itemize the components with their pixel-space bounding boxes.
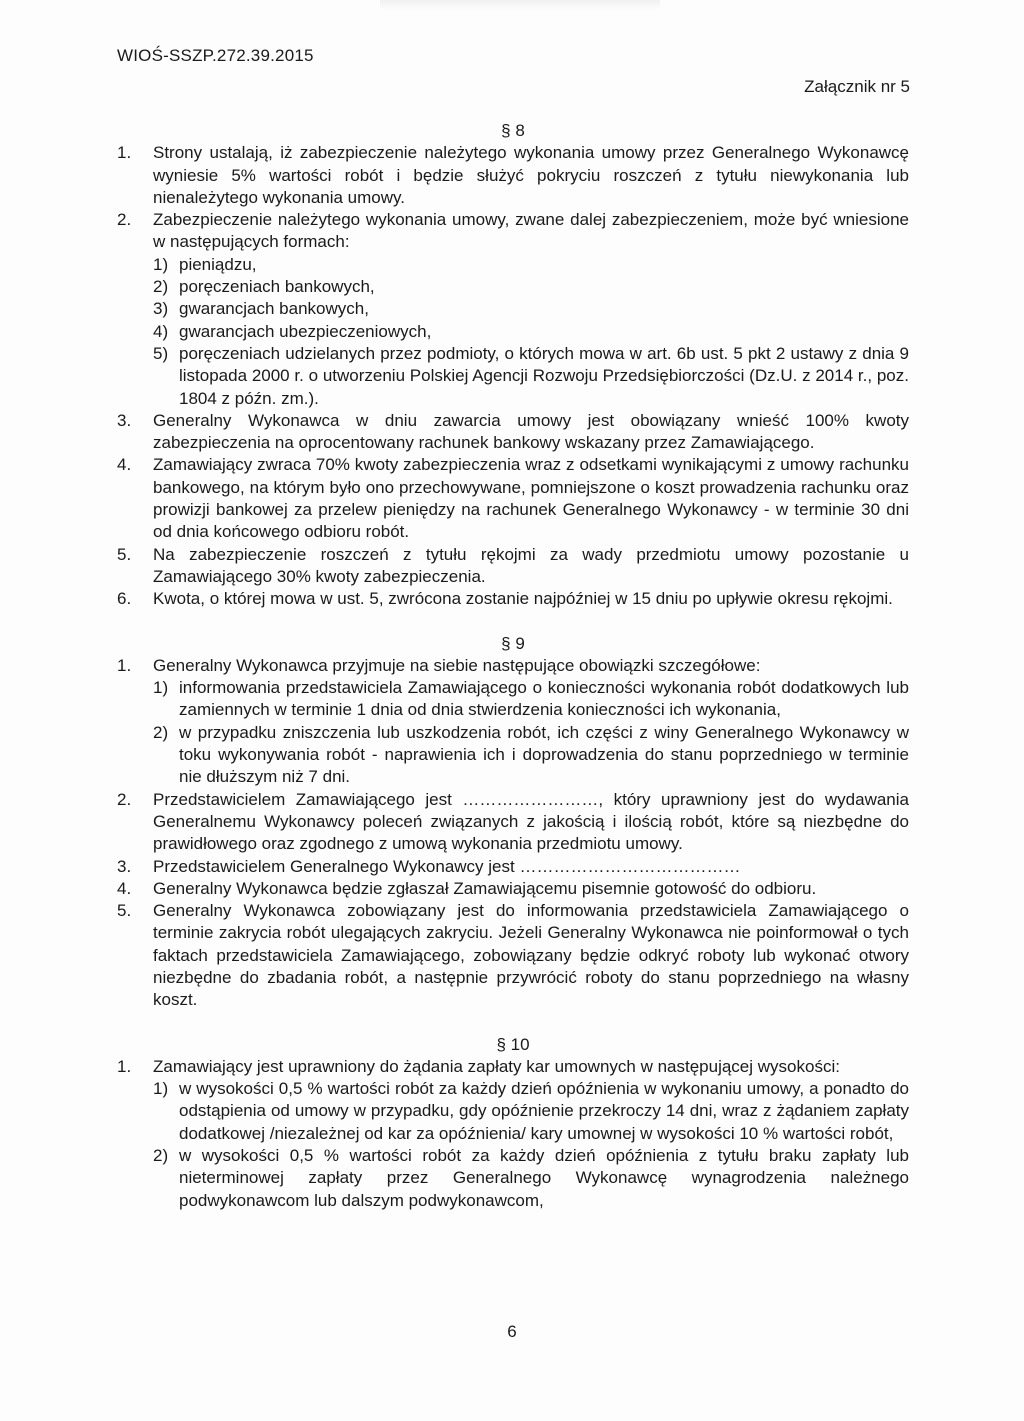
sub-item-text: informowania przedstawiciela Zamawiającego o konieczności wykonania robót dodatkowych lub zamiennych w terminie 1 dnia od dnia stwierdzenia konieczności ich wykonania, — [179, 678, 909, 720]
sub-item-text: gwarancjach bankowych, — [179, 299, 369, 319]
sub-item-text: w przypadku zniszczenia lub uszkodzenia robót, ich części z winy Generalnego Wykonawcy w toku wykonywania robót - naprawienia ich i doprowadzenia do stanu poprzedniego w terminie nie dłuższym niż 7 dni. — [179, 722, 909, 787]
scan-shadow — [380, 0, 660, 10]
sub-list — [117, 1078, 909, 1212]
sub-item — [153, 321, 909, 343]
paragraph-item — [117, 900, 909, 1011]
paragraph-text: Generalny Wykonawca będzie zgłaszał Zamawiającemu pisemnie gotowość do odbioru. — [153, 878, 817, 898]
paragraph-text: Generalny Wykonawca zobowiązany jest do informowania przedstawiciela Zamawiającego o terminie zakrycia robót ulegających zakryciu. Jeżeli Generalny Wykonawca nie poinformował o tych faktach przedstawiciela Zamawiającego, zobowiązany będzie odkryć roboty lub wykonać otwory niezbędne do zbadania robót, a następnie przywrócić roboty do stanu poprzedniego na własny koszt. — [153, 901, 909, 1010]
paragraph-text: Kwota, o której mowa w ust. 5, zwrócona zostanie najpóźniej w 15 dniu po upływie okresu rękojmi. — [153, 589, 893, 609]
sub-item — [153, 677, 909, 722]
paragraph-item — [117, 544, 909, 589]
paragraph-item — [117, 588, 909, 610]
section-heading: § 8 — [501, 121, 525, 140]
sub-item — [153, 343, 909, 410]
paragraph-item — [117, 209, 909, 254]
paragraph-text: Przedstawicielem Generalnego Wykonawcy jest ………………………………… — [153, 856, 741, 876]
sub-item — [153, 254, 909, 276]
paragraph-number: 4. — [117, 878, 132, 898]
sub-item-number: 1) — [153, 254, 169, 274]
sub-item-number: 5) — [153, 343, 169, 363]
sub-item-number: 2) — [153, 277, 169, 297]
paragraph-text: Na zabezpieczenie roszczeń z tytułu rękojmi za wady przedmiotu umowy pozostanie u Zamawiającego 30% kwoty zabezpieczenia. — [153, 544, 909, 586]
paragraph-number: 4. — [117, 455, 132, 475]
paragraph-number: 2. — [117, 789, 132, 809]
paragraph-number: 1. — [117, 143, 132, 163]
paragraph-item — [117, 410, 909, 455]
sub-item — [153, 1145, 909, 1212]
section-heading: § 9 — [501, 633, 525, 653]
paragraph-item — [117, 789, 909, 856]
sub-item — [153, 276, 909, 298]
sub-item — [153, 722, 909, 789]
sub-item-number: 3) — [153, 299, 169, 319]
sub-item — [153, 298, 909, 320]
paragraph-number: 1. — [117, 1056, 132, 1076]
paragraph-item — [117, 856, 909, 878]
sub-item-text: poręczeniach bankowych, — [179, 277, 375, 297]
sub-item — [153, 1078, 909, 1145]
document-reference: WIOŚ-SSZP.272.39.2015 — [117, 46, 314, 65]
page-number: 6 — [507, 1322, 517, 1341]
paragraph-text: Zamawiający zwraca 70% kwoty zabezpieczenia wraz z odsetkami wynikającymi z umowy rachunku bankowego, na którym było ono przechowywane, pomniejszone o koszt prowadzenia rachunku oraz prowizji bankowej za przelew pieniędzy na rachunek Generalnego Wykonawcy - w terminie 30 dni od dnia końcowego odbioru robót. — [153, 455, 909, 542]
sub-item-number: 1) — [153, 1079, 169, 1099]
sub-item-text: w wysokości 0,5 % wartości robót za każdy dzień opóźnienia w wykonaniu umowy, a ponadto do odstąpienia od umowy w przypadku, gdy opóźnienie przekroczy 14 dni, wraz z żądaniem zapłaty dodatkowej /niezależnej od kar za opóźnienia/ kary umownej w wysokości 10 % wartości robót, — [179, 1079, 909, 1143]
sub-item-text: w wysokości 0,5 % wartości robót za każdy dzień opóźnienia z tytułu braku zapłaty lub nieterminowej zapłaty przez Generalnego Wykonawcę wynagrodzenia należnego podwykonawcom lub dalszym podwykonawcom, — [179, 1146, 909, 1210]
paragraph-item — [117, 878, 909, 900]
section-heading: § 10 — [496, 1034, 530, 1054]
paragraph-number: 2. — [117, 210, 132, 230]
paragraph-item — [117, 454, 909, 543]
sub-item-number: 1) — [153, 678, 169, 698]
sub-item-number: 4) — [153, 321, 169, 341]
sub-item-number: 2) — [153, 1146, 169, 1166]
paragraph-number: 3. — [117, 856, 132, 876]
document-body — [117, 112, 909, 1212]
sub-item-text: pieniądzu, — [179, 254, 257, 274]
paragraph-item — [117, 142, 909, 209]
paragraph-number: 5. — [117, 544, 132, 564]
paragraph-number: 3. — [117, 410, 132, 430]
paragraph-text: Generalny Wykonawca w dniu zawarcia umowy jest obowiązany wnieść 100% kwoty zabezpieczenia na oprocentowany rachunek bankowy wskazany przez Zamawiającego. — [153, 410, 909, 453]
sub-item-text: poręczeniach udzielanych przez podmioty, o których mowa w art. 6b ust. 5 pkt 2 ustawy z dnia 9 listopada 2000 r. o utworzeniu Polskiej Agencji Rozwoju Przedsiębiorczości (Dz.U. z 2014 r., poz. 1804 z późn. zm.). — [179, 343, 909, 408]
paragraph-text: Przedstawicielem Zamawiającego jest ……………………, który uprawniony jest do wydawania Generalnemu Wykonawcy poleceń związanych z jakością i ilością robót, które są niezbędne do prawidłowego oraz zgodnego z umową wykonania przedmiotu umowy. — [153, 789, 909, 854]
paragraph-text: Zamawiający jest uprawniony do żądania zapłaty kar umownych w następującej wysokości: — [153, 1056, 840, 1076]
sub-item-number: 2) — [153, 722, 169, 742]
paragraph-number: 6. — [117, 589, 132, 609]
paragraph-item — [117, 655, 909, 677]
paragraph-number: 1. — [117, 655, 132, 675]
annex-label: Załącznik nr 5 — [804, 77, 910, 96]
paragraph-item — [117, 1056, 909, 1078]
paragraph-text: Zabezpieczenie należytego wykonania umowy, zwane dalej zabezpieczeniem, może być wniesione w następujących formach: — [153, 210, 909, 252]
paragraph-number: 5. — [117, 901, 132, 921]
sub-list — [117, 677, 909, 788]
sub-item-text: gwarancjach ubezpieczeniowych, — [179, 321, 432, 341]
paragraph-text: Strony ustalają, iż zabezpieczenie należytego wykonania umowy przez Generalnego Wykonawcę wyniesie 5% wartości robót i będzie służyć pokryciu roszczeń z tytułu niewykonania lub nienależytego wykonania umowy. — [153, 143, 909, 207]
paragraph-text: Generalny Wykonawca przyjmuje na siebie następujące obowiązki szczegółowe: — [153, 655, 761, 675]
sub-list — [117, 254, 909, 410]
